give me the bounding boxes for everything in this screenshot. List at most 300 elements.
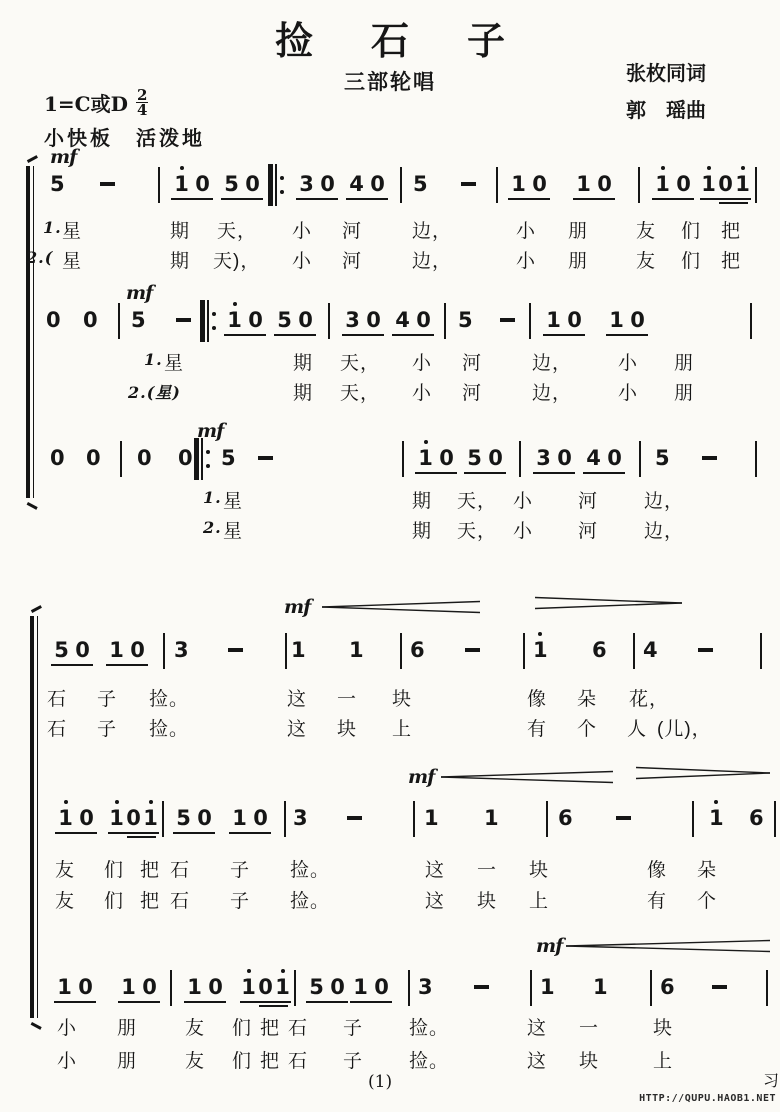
lyricist-credit: 张枚同词 — [626, 63, 706, 85]
barline — [766, 970, 768, 1006]
note-group — [55, 806, 97, 834]
lyric-syllable: 友 — [185, 1051, 206, 1072]
note-group — [137, 446, 151, 471]
note-group — [540, 975, 554, 1000]
lyric-syllable: 友 — [55, 860, 76, 881]
note: 3 — [174, 638, 189, 662]
barline — [444, 303, 446, 339]
song-title: 捡石子 — [274, 21, 563, 63]
barline — [546, 801, 548, 837]
note-group — [350, 975, 392, 1003]
key-signature — [44, 88, 148, 117]
note: 5 — [277, 308, 292, 332]
note: 3 — [536, 446, 551, 470]
rest: 0 — [78, 975, 93, 999]
lyric-syllable: 天)， — [213, 251, 261, 272]
lyric-syllable: 小 — [513, 491, 534, 512]
lyric-syllable: 块 — [392, 689, 413, 710]
note-group — [306, 975, 348, 1003]
rest: 0 — [532, 172, 547, 196]
duration-dash — [616, 816, 631, 820]
lyric-syllable: 们 — [681, 221, 702, 242]
barline — [755, 167, 757, 203]
barline — [650, 970, 652, 1006]
note-group — [221, 172, 263, 200]
barline — [285, 633, 287, 669]
note: 4 — [395, 308, 410, 332]
dynamic-mark: mf — [126, 282, 153, 304]
note: 5 — [309, 975, 324, 999]
lyric-syllable: 河 — [462, 353, 483, 374]
note-group — [543, 308, 585, 336]
rest: 0 — [253, 806, 268, 830]
lyric-syllable: 期 — [293, 353, 314, 374]
note-group — [655, 446, 669, 471]
byline — [626, 56, 706, 130]
rest: 0 — [79, 806, 94, 830]
barline — [760, 633, 762, 669]
lyric-syllable: 这 — [287, 719, 308, 740]
rest: 0 — [718, 172, 733, 196]
note: 1 — [57, 975, 72, 999]
lyric-syllable: 星 — [223, 521, 244, 542]
lyric-syllable: 星 — [223, 491, 244, 512]
note: 1 — [700, 172, 717, 197]
note-group — [54, 975, 96, 1003]
rest: 0 — [320, 172, 335, 196]
rest: 0 — [126, 806, 141, 830]
lyric-syllable: 们 — [681, 251, 702, 272]
barline — [118, 303, 120, 339]
barline — [639, 441, 641, 477]
tempo-marking: 小快板 活泼地 — [44, 128, 205, 150]
repeat-sign — [268, 164, 286, 206]
rest: 0 — [197, 806, 212, 830]
barline — [170, 970, 172, 1006]
rest: 0 — [567, 308, 582, 332]
note: 1 — [224, 308, 245, 333]
lyric-syllable: 这 — [527, 1018, 548, 1039]
lyric-syllable: 像 — [527, 689, 548, 710]
lyric-syllable: 朵 — [577, 689, 598, 710]
lyric-syllable: 捡。 — [290, 860, 331, 881]
lyric-syllable: 石 — [170, 860, 191, 881]
octave-dot — [707, 166, 711, 170]
note-group — [660, 975, 674, 1000]
note-group — [293, 806, 307, 831]
lyric-syllable: (儿)， — [657, 719, 712, 740]
note-group — [593, 975, 607, 1000]
lyric-syllable: 子 — [230, 860, 251, 881]
note: 5 — [655, 446, 670, 470]
lyric-syllable: 小 — [57, 1018, 78, 1039]
repeat-sign — [200, 300, 218, 342]
lyric-syllable: 一 — [579, 1018, 600, 1039]
lyric-syllable: 天， — [217, 221, 258, 242]
lyric-syllable: 期 — [293, 383, 314, 404]
note-group — [118, 975, 160, 1003]
barline — [750, 303, 752, 339]
sixteenth-beam — [719, 202, 748, 204]
lyric-syllable: 捡。 — [409, 1051, 450, 1072]
lyric-syllable: 个 — [577, 719, 598, 740]
duration-dash — [500, 318, 515, 322]
lyric-syllable: 块 — [529, 860, 550, 881]
barline — [496, 167, 498, 203]
duration-dash — [176, 318, 191, 322]
system-bracket — [30, 616, 38, 1018]
lyric-syllable: 1. — [43, 218, 62, 237]
octave-dot — [247, 969, 251, 973]
note: 1 — [424, 806, 439, 830]
note: 1 — [540, 975, 555, 999]
dynamic-mark: mf — [536, 935, 563, 957]
lyric-syllable: 上 — [653, 1051, 674, 1072]
lyric-syllable: 期 — [170, 251, 191, 272]
lyric-syllable: 朋 — [117, 1051, 138, 1072]
note-group — [50, 172, 64, 197]
lyric-syllable: 石 — [47, 719, 68, 740]
lyric-syllable: 们 — [104, 891, 125, 912]
rest: 0 — [245, 172, 260, 196]
note: 1 — [171, 172, 192, 197]
note: 6 — [592, 638, 607, 662]
note-group — [484, 806, 498, 831]
lyric-syllable: 1. — [144, 350, 163, 369]
lyric-syllable: 块 — [477, 891, 498, 912]
note: 1 — [609, 308, 624, 332]
decrescendo-hairpin — [636, 766, 770, 785]
rest: 0 — [366, 308, 381, 332]
lyric-syllable: 子 — [343, 1051, 364, 1072]
lyric-syllable: 捡。 — [290, 891, 331, 912]
duration-dash — [100, 182, 115, 186]
note-group — [533, 638, 547, 663]
note: 1 — [734, 172, 751, 197]
lyric-syllable: 人 — [627, 719, 648, 740]
rest: 0 — [416, 308, 431, 332]
lyric-syllable: 2. — [203, 518, 222, 537]
note: 1 — [353, 975, 368, 999]
page-number: (1) — [368, 1072, 393, 1092]
duration-dash — [702, 456, 717, 460]
rest: 0 — [83, 308, 98, 332]
lyric-syllable: 天， — [340, 383, 381, 404]
note: 1 — [652, 172, 673, 197]
rest: 0 — [488, 446, 503, 470]
note-group — [221, 446, 235, 471]
note: 4 — [586, 446, 601, 470]
note-group — [174, 638, 188, 663]
note-group — [709, 806, 723, 831]
rest: 0 — [557, 446, 572, 470]
note: 1 — [187, 975, 202, 999]
lyric-syllable: 友 — [185, 1018, 206, 1039]
note: 5 — [176, 806, 191, 830]
note: 1 — [533, 638, 547, 663]
note: 3 — [293, 806, 308, 830]
lyric-syllable: 子 — [97, 689, 118, 710]
note: 6 — [749, 806, 764, 830]
note: 5 — [413, 172, 428, 196]
note: 1 — [415, 446, 436, 471]
octave-dot — [281, 969, 285, 973]
rest: 0 — [208, 975, 223, 999]
note: 1 — [484, 806, 499, 830]
lyric-syllable: 朋 — [674, 383, 695, 404]
note-group — [583, 446, 625, 474]
rest: 0 — [248, 308, 263, 332]
dynamic-mark: mf — [408, 766, 435, 788]
note-group — [108, 806, 159, 834]
lyric-syllable: 个 — [697, 891, 718, 912]
dynamic-mark: mf — [197, 420, 224, 442]
note-group — [131, 308, 145, 333]
barline — [408, 970, 410, 1006]
note-group — [652, 172, 694, 200]
barline — [638, 167, 640, 203]
duration-dash — [461, 182, 476, 186]
lyric-syllable: 这 — [425, 860, 446, 881]
lyric-syllable: 星 — [62, 251, 83, 272]
note-group — [592, 638, 606, 663]
note-group — [700, 172, 751, 200]
note: 4 — [349, 172, 364, 196]
note: 6 — [558, 806, 573, 830]
dynamic-mark: mf — [284, 596, 311, 618]
lyric-syllable: 小 — [513, 521, 534, 542]
note-group — [224, 308, 266, 336]
lyric-syllable: 上 — [392, 719, 413, 740]
note-group — [83, 308, 97, 333]
lyric-syllable: 块 — [579, 1051, 600, 1072]
octave-dot — [180, 166, 184, 170]
lyric-syllable: 河 — [578, 491, 599, 512]
lyric-syllable: 2.(星) — [128, 383, 181, 402]
note: 1 — [240, 975, 257, 1000]
note-group — [392, 308, 434, 336]
rest: 0 — [195, 172, 210, 196]
note-group — [533, 446, 575, 474]
lyric-syllable: 边， — [644, 521, 685, 542]
note: 1 — [576, 172, 591, 196]
lyric-syllable: 花， — [629, 689, 670, 710]
lyric-syllable: 块 — [653, 1018, 674, 1039]
octave-dot — [424, 440, 428, 444]
octave-dot — [115, 800, 119, 804]
duration-dash — [228, 648, 243, 652]
note-group — [296, 172, 338, 200]
note: 1 — [55, 806, 76, 831]
note: 5 — [131, 308, 146, 332]
lyric-syllable: 友 — [55, 891, 76, 912]
rest: 0 — [607, 446, 622, 470]
note: 1 — [142, 806, 159, 831]
note-group — [291, 638, 305, 663]
rest: 0 — [370, 172, 385, 196]
lyric-syllable: 有 — [647, 891, 668, 912]
barline — [755, 441, 757, 477]
note: 5 — [458, 308, 473, 332]
note: 1 — [232, 806, 247, 830]
lyric-syllable: 星 — [164, 353, 185, 374]
lyric-syllable: 小 — [516, 251, 537, 272]
note-group — [415, 446, 457, 474]
lyric-syllable: 石 — [288, 1018, 309, 1039]
barline — [158, 167, 160, 203]
lyric-syllable: 朋 — [674, 353, 695, 374]
lyric-syllable: 友 — [636, 221, 657, 242]
note-group — [749, 806, 763, 831]
lyric-syllable: 把 — [140, 891, 161, 912]
note: 1 — [108, 806, 125, 831]
note: 3 — [299, 172, 314, 196]
note-group — [173, 806, 215, 834]
note-group — [106, 638, 148, 666]
note-group — [458, 308, 472, 333]
note: 1 — [291, 638, 306, 662]
lyric-syllable: 一 — [477, 860, 498, 881]
note-group — [606, 308, 648, 336]
lyric-syllable: 河 — [342, 221, 363, 242]
rest: 0 — [258, 975, 273, 999]
note: 1 — [546, 308, 561, 332]
note: 1 — [121, 975, 136, 999]
note-group — [349, 638, 363, 663]
barline — [633, 633, 635, 669]
barline — [400, 167, 402, 203]
time-signature — [136, 88, 148, 117]
lyric-syllable: 河 — [342, 251, 363, 272]
note-group — [464, 446, 506, 474]
note-group — [86, 446, 100, 471]
lyric-syllable: 捡。 — [409, 1018, 450, 1039]
lyric-syllable: 捡。 — [149, 719, 190, 740]
lyric-syllable: 石 — [47, 689, 68, 710]
lyric-syllable: 们 — [232, 1051, 253, 1072]
watermark-url: HTTP://QUPU.HAOB1.NET — [639, 1093, 776, 1104]
barline — [774, 801, 776, 837]
lyric-syllable: 朵 — [697, 860, 718, 881]
rest: 0 — [330, 975, 345, 999]
crescendo-hairpin — [441, 770, 613, 789]
rest: 0 — [597, 172, 612, 196]
duration-dash — [347, 816, 362, 820]
song-subtitle: 三部轮唱 — [344, 71, 436, 94]
lyric-syllable: 天， — [340, 353, 381, 374]
duration-dash — [712, 985, 727, 989]
note-group — [418, 975, 432, 1000]
lyric-syllable: 上 — [529, 891, 550, 912]
lyric-syllable: 星 — [62, 221, 83, 242]
barline — [294, 970, 296, 1006]
crescendo-hairpin — [322, 600, 480, 619]
note-group — [46, 308, 60, 333]
lyric-syllable: 1. — [203, 488, 222, 507]
duration-dash — [258, 456, 273, 460]
lyric-syllable: 们 — [232, 1018, 253, 1039]
lyric-syllable: 小 — [618, 383, 639, 404]
note: 3 — [418, 975, 433, 999]
lyric-syllable: 小 — [412, 383, 433, 404]
note: 6 — [660, 975, 675, 999]
sixteenth-beam — [259, 1005, 288, 1007]
lyric-syllable: 把 — [140, 860, 161, 881]
barline — [328, 303, 330, 339]
note-group — [573, 172, 615, 200]
note: 5 — [221, 446, 236, 470]
rest: 0 — [50, 446, 65, 470]
lyric-syllable: 捡。 — [149, 689, 190, 710]
lyric-syllable: 2.( — [26, 248, 54, 267]
duration-dash — [698, 648, 713, 652]
lyric-syllable: 像 — [647, 860, 668, 881]
lyric-syllable: 这 — [287, 689, 308, 710]
barline — [529, 303, 531, 339]
rest: 0 — [137, 446, 152, 470]
note-group — [413, 172, 427, 197]
composer-credit: 郭 瑶曲 — [626, 100, 706, 122]
meter-denominator: 4 — [136, 101, 148, 119]
note: 5 — [467, 446, 482, 470]
lyric-syllable: 这 — [425, 891, 446, 912]
sixteenth-beam — [127, 836, 156, 838]
lyric-syllable: 朋 — [568, 221, 589, 242]
note-group — [229, 806, 271, 834]
note-group — [51, 638, 93, 666]
note: 1 — [274, 975, 291, 1000]
rest: 0 — [75, 638, 90, 662]
lyric-syllable: 边， — [412, 251, 453, 272]
lyric-syllable: 把 — [260, 1051, 281, 1072]
barline — [523, 633, 525, 669]
octave-dot — [741, 166, 745, 170]
lyric-syllable: 子 — [343, 1018, 364, 1039]
rest: 0 — [130, 638, 145, 662]
lyric-syllable: 边， — [644, 491, 685, 512]
note: 5 — [54, 638, 69, 662]
octave-dot — [64, 800, 68, 804]
system-bracket — [26, 166, 34, 498]
note-group — [346, 172, 388, 200]
note-group — [508, 172, 550, 200]
barline — [402, 441, 404, 477]
note: 4 — [643, 638, 658, 662]
lyric-syllable: 朋 — [568, 251, 589, 272]
decrescendo-hairpin — [535, 596, 682, 615]
lyric-syllable: 朋 — [117, 1018, 138, 1039]
octave-dot — [538, 632, 542, 636]
rest: 0 — [676, 172, 691, 196]
lyric-syllable: 边， — [532, 353, 573, 374]
lyric-syllable: 小 — [292, 251, 313, 272]
rest: 0 — [374, 975, 389, 999]
lyric-syllable: 石 — [288, 1051, 309, 1072]
rest: 0 — [86, 446, 101, 470]
lyric-syllable: 小 — [57, 1051, 78, 1072]
lyric-syllable: 边， — [532, 383, 573, 404]
lyric-syllable: 一 — [337, 689, 358, 710]
lyric-syllable: 这 — [527, 1051, 548, 1072]
note: 5 — [224, 172, 239, 196]
octave-dot — [149, 800, 153, 804]
rest: 0 — [142, 975, 157, 999]
note-group — [178, 446, 192, 471]
edge-partial-character: 习 — [763, 1073, 780, 1090]
note-group — [643, 638, 657, 663]
lyric-syllable: 把 — [721, 221, 742, 242]
note: 1 — [593, 975, 608, 999]
